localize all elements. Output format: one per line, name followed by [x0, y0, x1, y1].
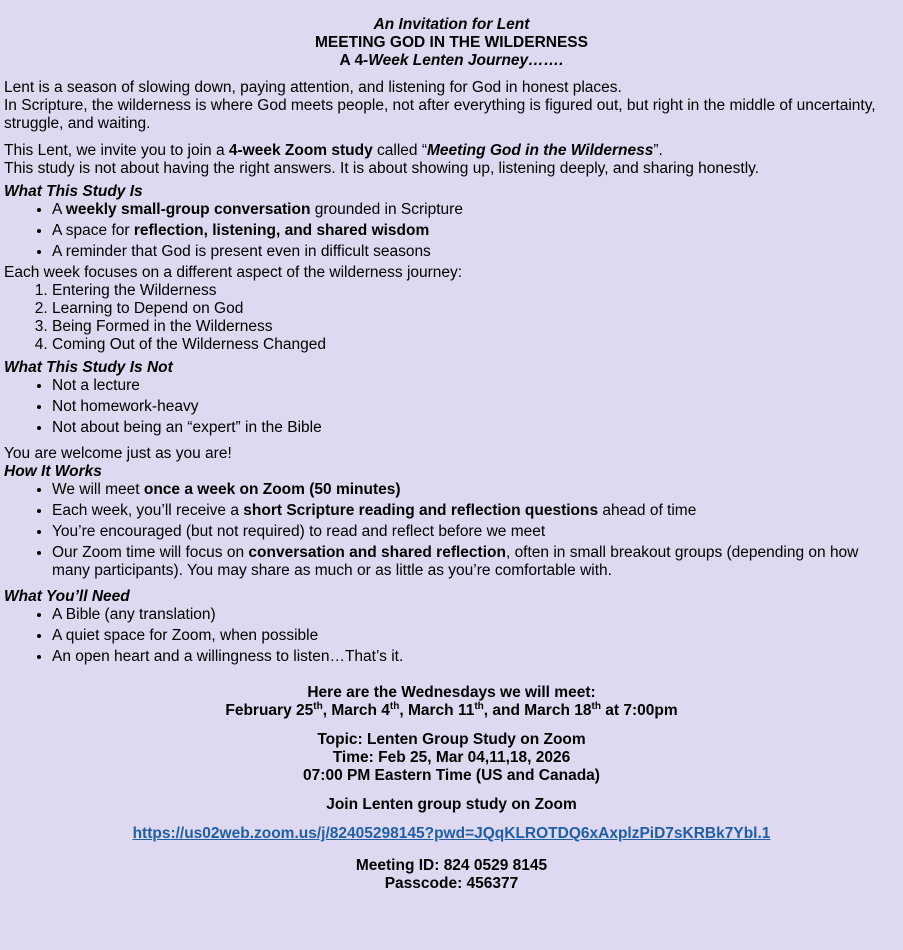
what-is-not-heading: What This Study Is Not — [4, 359, 173, 376]
week-item: 1. Entering the Wilderness — [52, 282, 899, 300]
week-item: 4. Coming Out of the Wilderness Changed — [52, 336, 899, 354]
schedule — [4, 684, 899, 893]
list-item: • A weekly small-group conversation grounded in Scripture — [52, 201, 899, 219]
list-item: • A reminder that God is present even in difficult seasons — [52, 243, 899, 261]
what-is-list — [4, 201, 899, 261]
header-subtitle: An Invitation for Lent — [373, 16, 530, 33]
list-item: • We will meet once a week on Zoom (50 minutes) — [52, 481, 899, 499]
need-list — [4, 606, 899, 666]
list-item: • Our Zoom time will focus on conversation and shared reflection, often in small breakout groups (depending on how many participants). You may share as much or as little as you’re comfortable with. — [52, 544, 899, 580]
zoom-timezone: 07:00 PM Eastern Time (US and Canada) — [303, 767, 600, 784]
zoom-join-label: Join Lenten group study on Zoom — [326, 796, 577, 813]
invite-line-2: This study is not about having the right answers. It is about showing up, listening deeply, and sharing honestly. — [4, 160, 760, 177]
what-is-heading: What This Study Is — [4, 183, 143, 200]
invite-paragraph: This Lent, we invite you to join a 4-week Zoom study called “Meeting God in the Wilderness”. — [4, 142, 663, 159]
welcome-line: You are welcome just as you are! — [4, 445, 232, 462]
zoom-topic: Topic: Lenten Group Study on Zoom — [317, 731, 586, 748]
weeks-list — [4, 282, 899, 354]
list-item: • You’re encouraged (but not required) to read and reflect before we meet — [52, 523, 899, 541]
list-item: • A space for reflection, listening, and shared wisdom — [52, 222, 899, 240]
schedule-heading: Here are the Wednesdays we will meet: — [307, 684, 596, 701]
need-heading: What You’ll Need — [4, 588, 130, 605]
list-item: • Not a lecture — [52, 377, 899, 395]
list-item: • Not about being an “expert” in the Bible — [52, 419, 899, 437]
list-item: • Not homework-heavy — [52, 398, 899, 416]
zoom-meeting-id: Meeting ID: 824 0529 8145 — [355, 857, 548, 874]
header — [4, 16, 899, 70]
what-is-not-list — [4, 377, 899, 437]
zoom-passcode: Passcode: 456377 — [384, 875, 519, 892]
weeks-intro: Each week focuses on a different aspect of the wilderness journey: — [4, 264, 463, 281]
week-item: 2. Learning to Depend on God — [52, 300, 899, 318]
list-item: • Each week, you’ll receive a short Scripture reading and reflection questions ahead of time — [52, 502, 899, 520]
list-item: • A quiet space for Zoom, when possible — [52, 627, 899, 645]
schedule-dates: February 25th, March 4th, March 11th, and March 18th at 7:00pm — [225, 700, 678, 719]
list-item: • An open heart and a willingness to listen…That’s it. — [52, 648, 899, 666]
week-item: 3. Being Formed in the Wilderness — [52, 318, 899, 336]
zoom-link[interactable]: https://us02web.zoom.us/j/82405298145?pwd=JQqKLROTDQ6xAxplzPiD7sKRBk7Ybl.1 — [132, 825, 771, 842]
how-heading: How It Works — [4, 463, 102, 480]
how-list — [4, 481, 899, 580]
intro-line-1: Lent is a season of slowing down, paying attention, and listening for God in honest places. — [4, 79, 622, 96]
header-tagline: A 4-Week Lenten Journey……. — [339, 52, 564, 69]
list-item: • A Bible (any translation) — [52, 606, 899, 624]
intro-line-2: In Scripture, the wilderness is where God meets people, not after everything is figured out, but right in the middle of uncertainty, struggle, and waiting. — [4, 97, 876, 132]
zoom-time: Time: Feb 25, Mar 04,11,18, 2026 — [332, 749, 571, 766]
header-title: MEETING GOD IN THE WILDERNESS — [315, 34, 588, 51]
